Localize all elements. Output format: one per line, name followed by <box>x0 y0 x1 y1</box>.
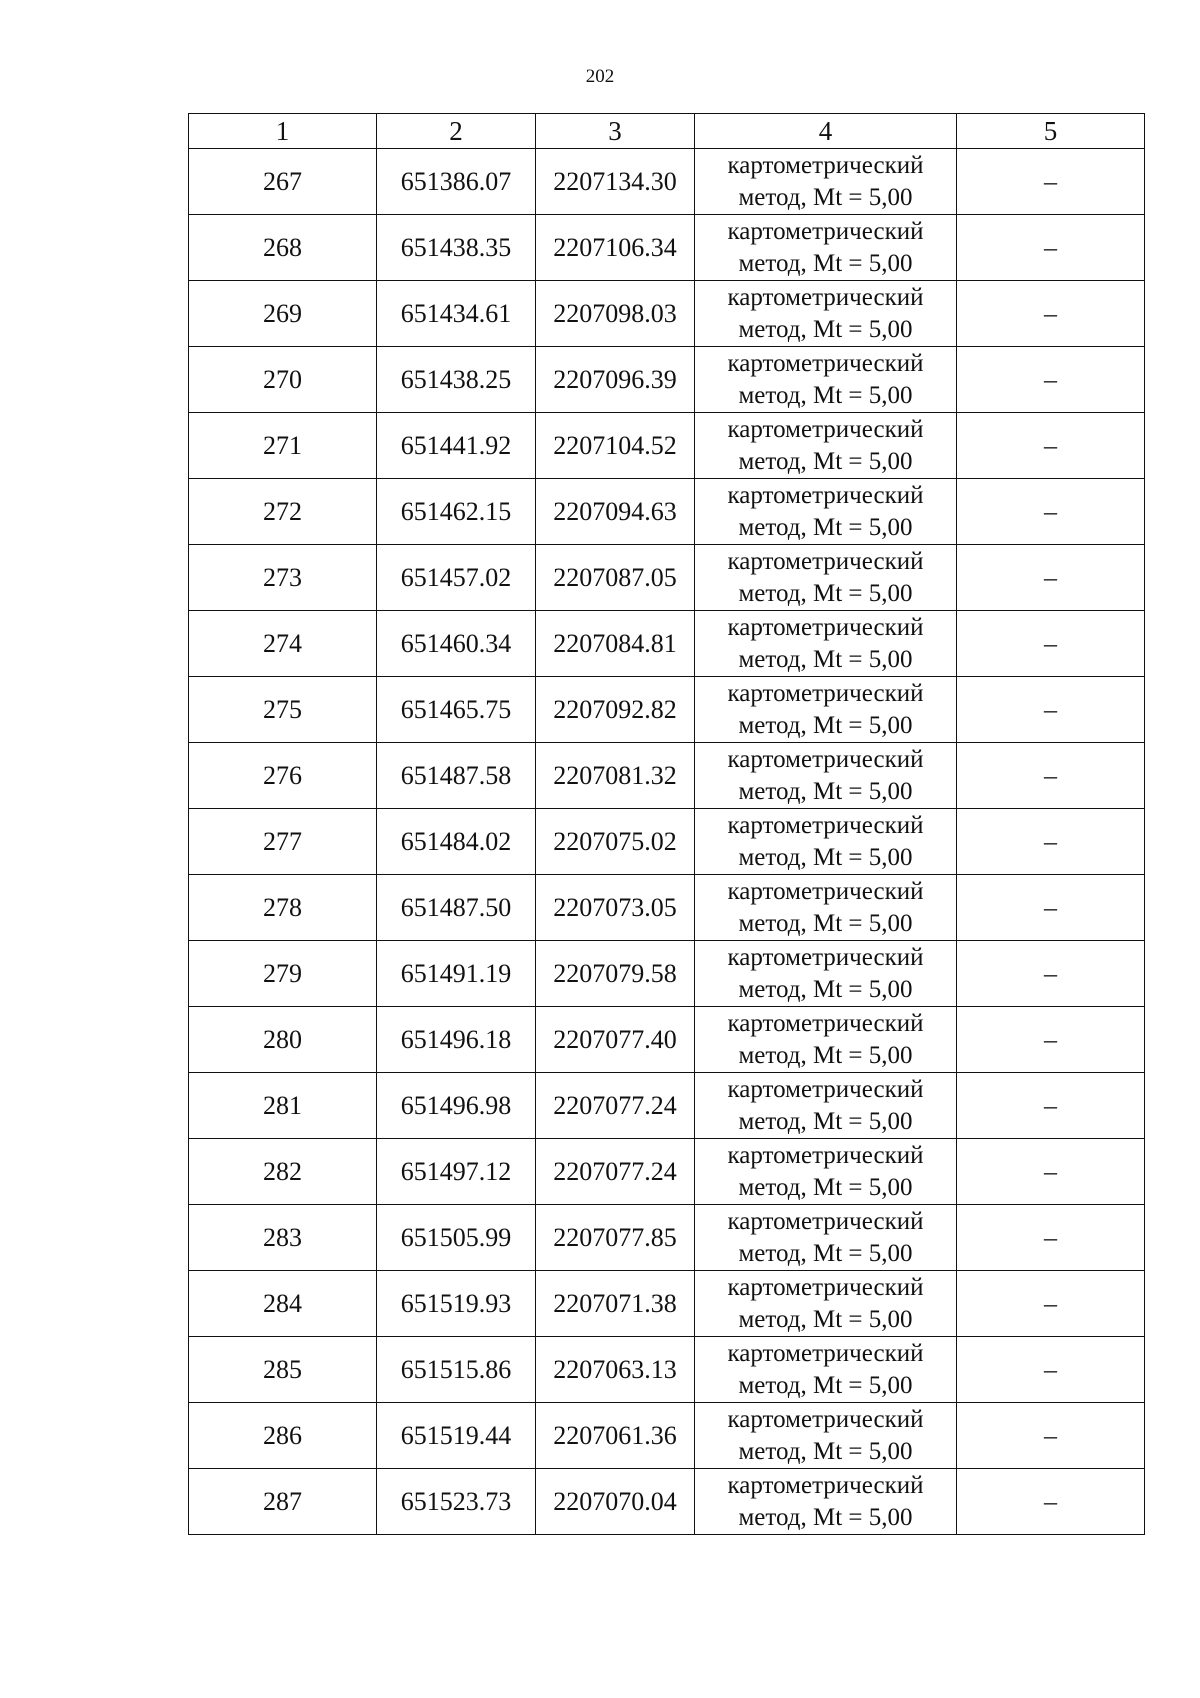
point-number-cell: 278 <box>189 875 377 941</box>
table-row <box>189 1007 1145 1073</box>
method-cell <box>695 1073 957 1139</box>
x-coordinate-cell: 651465.75 <box>377 677 536 743</box>
y-coordinate-cell: 2207063.13 <box>536 1337 695 1403</box>
header-cell: 1 <box>189 114 377 149</box>
x-coordinate-cell: 651460.34 <box>377 611 536 677</box>
method-line: картометрический <box>727 349 924 377</box>
method-line: картометрический <box>727 1471 924 1499</box>
note-cell: – <box>957 281 1145 347</box>
table-body <box>189 149 1145 1535</box>
note-cell: – <box>957 1007 1145 1073</box>
method-line: метод, Mt = 5,00 <box>738 1503 913 1531</box>
y-coordinate-cell: 2207092.82 <box>536 677 695 743</box>
y-coordinate-cell: 2207098.03 <box>536 281 695 347</box>
method-line: метод, Mt = 5,00 <box>738 249 913 277</box>
point-number-cell: 268 <box>189 215 377 281</box>
method-line: метод, Mt = 5,00 <box>738 711 913 739</box>
y-coordinate-cell: 2207094.63 <box>536 479 695 545</box>
table-row <box>189 1337 1145 1403</box>
note-cell: – <box>957 1073 1145 1139</box>
table-row <box>189 809 1145 875</box>
method-line: метод, Mt = 5,00 <box>738 909 913 937</box>
y-coordinate-cell: 2207081.32 <box>536 743 695 809</box>
note-cell: – <box>957 1205 1145 1271</box>
table-row <box>189 347 1145 413</box>
header-cell: 3 <box>536 114 695 149</box>
method-line: метод, Mt = 5,00 <box>738 645 913 673</box>
x-coordinate-cell: 651515.86 <box>377 1337 536 1403</box>
y-coordinate-cell: 2207077.24 <box>536 1073 695 1139</box>
method-line: метод, Mt = 5,00 <box>738 975 913 1003</box>
x-coordinate-cell: 651505.99 <box>377 1205 536 1271</box>
y-coordinate-cell: 2207077.24 <box>536 1139 695 1205</box>
method-line: картометрический <box>727 811 924 839</box>
header-cell: 5 <box>957 114 1145 149</box>
method-line: картометрический <box>727 547 924 575</box>
x-coordinate-cell: 651519.44 <box>377 1403 536 1469</box>
method-line: картометрический <box>727 745 924 773</box>
table-row <box>189 1073 1145 1139</box>
method-line: картометрический <box>727 943 924 971</box>
point-number-cell: 285 <box>189 1337 377 1403</box>
point-number-cell: 286 <box>189 1403 377 1469</box>
method-cell <box>695 1139 957 1205</box>
point-number-cell: 282 <box>189 1139 377 1205</box>
method-line: метод, Mt = 5,00 <box>738 1305 913 1333</box>
point-number-cell: 277 <box>189 809 377 875</box>
method-line: метод, Mt = 5,00 <box>738 381 913 409</box>
method-line: картометрический <box>727 481 924 509</box>
method-line: метод, Mt = 5,00 <box>738 447 913 475</box>
table-row <box>189 215 1145 281</box>
table-row <box>189 281 1145 347</box>
x-coordinate-cell: 651438.35 <box>377 215 536 281</box>
header-cell: 2 <box>377 114 536 149</box>
note-cell: – <box>957 611 1145 677</box>
method-line: метод, Mt = 5,00 <box>738 1437 913 1465</box>
point-number-cell: 280 <box>189 1007 377 1073</box>
note-cell: – <box>957 413 1145 479</box>
x-coordinate-cell: 651519.93 <box>377 1271 536 1337</box>
method-line: картометрический <box>727 1405 924 1433</box>
method-line: картометрический <box>727 1207 924 1235</box>
note-cell: – <box>957 1337 1145 1403</box>
method-cell <box>695 545 957 611</box>
method-cell <box>695 479 957 545</box>
point-number-cell: 279 <box>189 941 377 1007</box>
coordinates-table <box>188 113 1145 1535</box>
method-cell <box>695 941 957 1007</box>
y-coordinate-cell: 2207079.58 <box>536 941 695 1007</box>
method-cell <box>695 743 957 809</box>
note-cell: – <box>957 215 1145 281</box>
method-line: метод, Mt = 5,00 <box>738 1173 913 1201</box>
method-line: картометрический <box>727 415 924 443</box>
table-row <box>189 677 1145 743</box>
method-line: картометрический <box>727 217 924 245</box>
method-line: метод, Mt = 5,00 <box>738 1239 913 1267</box>
method-line: картометрический <box>727 1009 924 1037</box>
x-coordinate-cell: 651487.50 <box>377 875 536 941</box>
note-cell: – <box>957 545 1145 611</box>
x-coordinate-cell: 651497.12 <box>377 1139 536 1205</box>
note-cell: – <box>957 941 1145 1007</box>
method-cell <box>695 1205 957 1271</box>
y-coordinate-cell: 2207106.34 <box>536 215 695 281</box>
method-cell <box>695 1469 957 1535</box>
table-row <box>189 545 1145 611</box>
point-number-cell: 287 <box>189 1469 377 1535</box>
x-coordinate-cell: 651487.58 <box>377 743 536 809</box>
page-number: 202 <box>585 66 615 87</box>
table-header-row <box>189 114 1145 149</box>
note-cell: – <box>957 479 1145 545</box>
method-line: картометрический <box>727 1339 924 1367</box>
y-coordinate-cell: 2207104.52 <box>536 413 695 479</box>
method-cell <box>695 215 957 281</box>
method-line: метод, Mt = 5,00 <box>738 1107 913 1135</box>
table-row <box>189 149 1145 215</box>
note-cell: – <box>957 743 1145 809</box>
method-line: картометрический <box>727 1273 924 1301</box>
method-line: метод, Mt = 5,00 <box>738 183 913 211</box>
note-cell: – <box>957 809 1145 875</box>
x-coordinate-cell: 651496.98 <box>377 1073 536 1139</box>
table-row <box>189 875 1145 941</box>
method-cell <box>695 1007 957 1073</box>
method-cell <box>695 1337 957 1403</box>
note-cell: – <box>957 875 1145 941</box>
note-cell: – <box>957 347 1145 413</box>
y-coordinate-cell: 2207077.40 <box>536 1007 695 1073</box>
table-row <box>189 941 1145 1007</box>
note-cell: – <box>957 1403 1145 1469</box>
method-line: метод, Mt = 5,00 <box>738 843 913 871</box>
method-line: картометрический <box>727 613 924 641</box>
point-number-cell: 270 <box>189 347 377 413</box>
table-row <box>189 1403 1145 1469</box>
x-coordinate-cell: 651523.73 <box>377 1469 536 1535</box>
method-cell <box>695 413 957 479</box>
point-number-cell: 276 <box>189 743 377 809</box>
method-line: метод, Mt = 5,00 <box>738 777 913 805</box>
method-cell <box>695 677 957 743</box>
point-number-cell: 271 <box>189 413 377 479</box>
y-coordinate-cell: 2207071.38 <box>536 1271 695 1337</box>
point-number-cell: 267 <box>189 149 377 215</box>
note-cell: – <box>957 1139 1145 1205</box>
note-cell: – <box>957 149 1145 215</box>
note-cell: – <box>957 1469 1145 1535</box>
method-line: картометрический <box>727 283 924 311</box>
point-number-cell: 284 <box>189 1271 377 1337</box>
y-coordinate-cell: 2207075.02 <box>536 809 695 875</box>
point-number-cell: 275 <box>189 677 377 743</box>
x-coordinate-cell: 651441.92 <box>377 413 536 479</box>
table-row <box>189 1139 1145 1205</box>
y-coordinate-cell: 2207070.04 <box>536 1469 695 1535</box>
method-line: картометрический <box>727 1075 924 1103</box>
table-row <box>189 743 1145 809</box>
method-line: картометрический <box>727 679 924 707</box>
method-cell <box>695 1271 957 1337</box>
method-line: картометрический <box>727 151 924 179</box>
y-coordinate-cell: 2207061.36 <box>536 1403 695 1469</box>
method-cell <box>695 1403 957 1469</box>
method-line: метод, Mt = 5,00 <box>738 315 913 343</box>
header-cell: 4 <box>695 114 957 149</box>
table-row <box>189 479 1145 545</box>
method-line: метод, Mt = 5,00 <box>738 1371 913 1399</box>
note-cell: – <box>957 1271 1145 1337</box>
y-coordinate-cell: 2207087.05 <box>536 545 695 611</box>
x-coordinate-cell: 651462.15 <box>377 479 536 545</box>
table-row <box>189 413 1145 479</box>
method-cell <box>695 875 957 941</box>
x-coordinate-cell: 651496.18 <box>377 1007 536 1073</box>
note-cell: – <box>957 677 1145 743</box>
y-coordinate-cell: 2207073.05 <box>536 875 695 941</box>
x-coordinate-cell: 651386.07 <box>377 149 536 215</box>
table-row <box>189 1271 1145 1337</box>
y-coordinate-cell: 2207134.30 <box>536 149 695 215</box>
table-row <box>189 1469 1145 1535</box>
x-coordinate-cell: 651434.61 <box>377 281 536 347</box>
method-cell <box>695 347 957 413</box>
method-line: картометрический <box>727 1141 924 1169</box>
point-number-cell: 274 <box>189 611 377 677</box>
y-coordinate-cell: 2207077.85 <box>536 1205 695 1271</box>
method-line: метод, Mt = 5,00 <box>738 579 913 607</box>
method-line: метод, Mt = 5,00 <box>738 1041 913 1069</box>
point-number-cell: 273 <box>189 545 377 611</box>
point-number-cell: 283 <box>189 1205 377 1271</box>
y-coordinate-cell: 2207084.81 <box>536 611 695 677</box>
x-coordinate-cell: 651491.19 <box>377 941 536 1007</box>
point-number-cell: 269 <box>189 281 377 347</box>
method-cell <box>695 149 957 215</box>
table-row <box>189 1205 1145 1271</box>
x-coordinate-cell: 651457.02 <box>377 545 536 611</box>
method-line: метод, Mt = 5,00 <box>738 513 913 541</box>
method-line: картометрический <box>727 877 924 905</box>
table-row <box>189 611 1145 677</box>
point-number-cell: 281 <box>189 1073 377 1139</box>
method-cell <box>695 281 957 347</box>
y-coordinate-cell: 2207096.39 <box>536 347 695 413</box>
method-cell <box>695 611 957 677</box>
x-coordinate-cell: 651484.02 <box>377 809 536 875</box>
x-coordinate-cell: 651438.25 <box>377 347 536 413</box>
point-number-cell: 272 <box>189 479 377 545</box>
method-cell <box>695 809 957 875</box>
